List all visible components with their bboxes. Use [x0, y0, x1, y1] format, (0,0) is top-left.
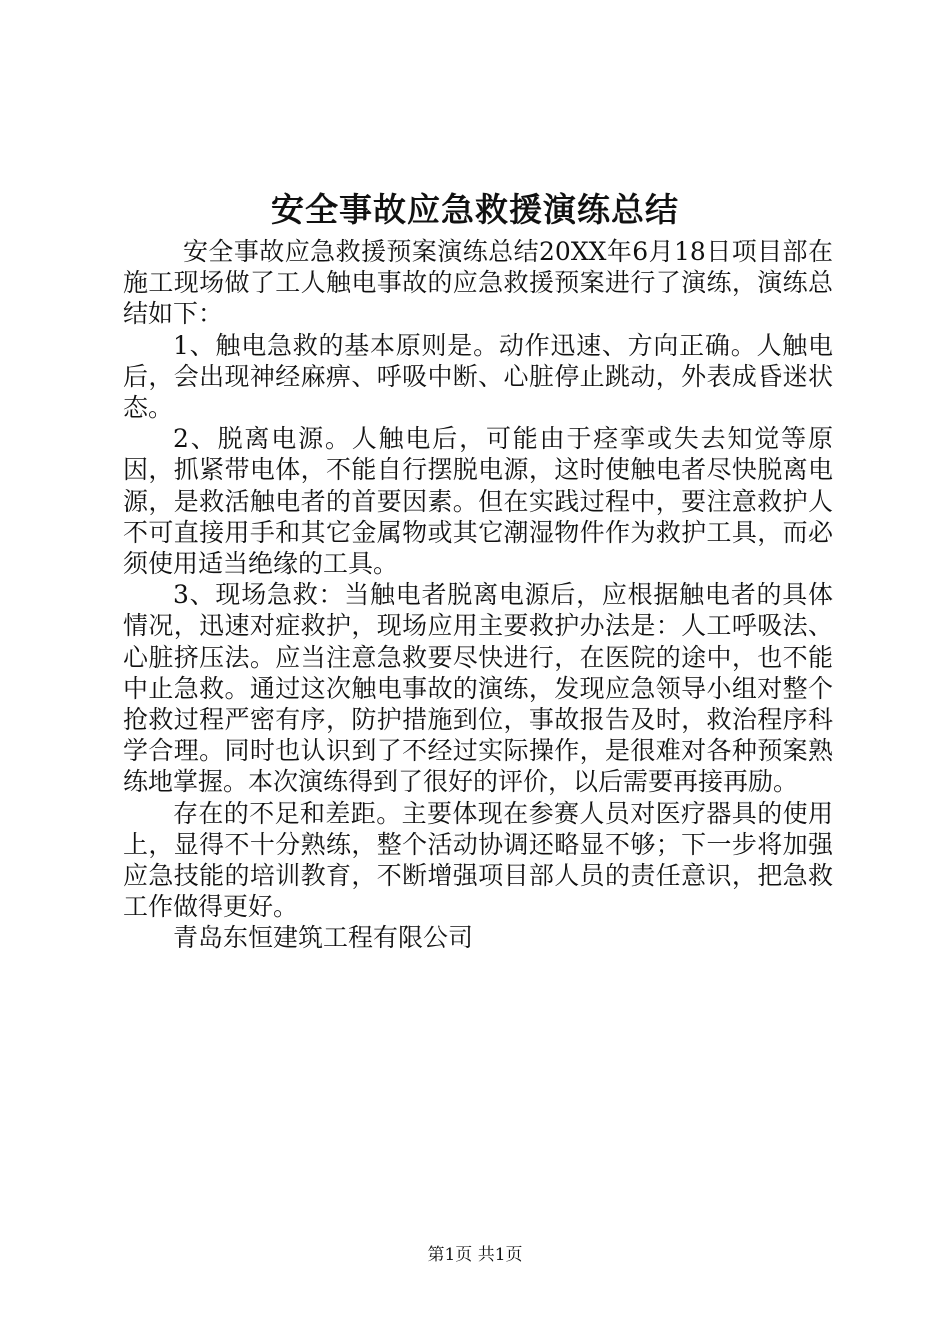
section-3-paragraph: 3、现场急救：当触电者脱离电源后，应根据触电者的具体情况，迅速对症救护，现场应用主要救护办法是：人工呼吸法、心脏挤压法。应当注意急救要尽快进行，在医院的途中，也不能中止急救。通过这次触电事故的演练，发现应急领导小组对整个抢救过程严密有序，防护措施到位，事故报告及时，救治程序科学合理。同时也认识到了不经过实际操作，是很难对各种预案熟练地掌握。本次演练得到了很好的评价，以后需要再接再励。: [123, 580, 833, 797]
document-body: [123, 236, 833, 954]
section-1-paragraph: 1、触电急救的基本原则是。动作迅速、方向正确。人触电后，会出现神经麻痹、呼吸中断、心脏停止跳动，外表成昏迷状态。: [123, 330, 833, 423]
company-signature: 青岛东恒建筑工程有限公司: [173, 923, 474, 953]
section-2-paragraph: 2、脱离电源。人触电后，可能由于痉挛或失去知觉等原因，抓紧带电体，不能自行摆脱电源，这时使触电者尽快脱离电源，是救活触电者的首要因素。但在实践过程中，要注意救护人不可直接用手和其它金属物或其它潮湿物件作为救护工具，而必须使用适当绝缘的工具。: [123, 424, 833, 579]
document-title: 安全事故应急救援演练总结: [271, 190, 679, 229]
shortcomings-paragraph: 存在的不足和差距。主要体现在参赛人员对医疗器具的使用上，显得不十分熟练，整个活动协调还略显不够；下一步将加强应急技能的培训教育，不断增强项目部人员的责任意识，把急救工作做得更好。: [123, 798, 833, 922]
page-footer: 第1页 共1页: [427, 1245, 523, 1265]
intro-paragraph: 安全事故应急救援预案演练总结20XX年6月18日项目部在施工现场做了工人触电事故的应急救援预案进行了演练，演练总结如下：: [123, 237, 833, 329]
